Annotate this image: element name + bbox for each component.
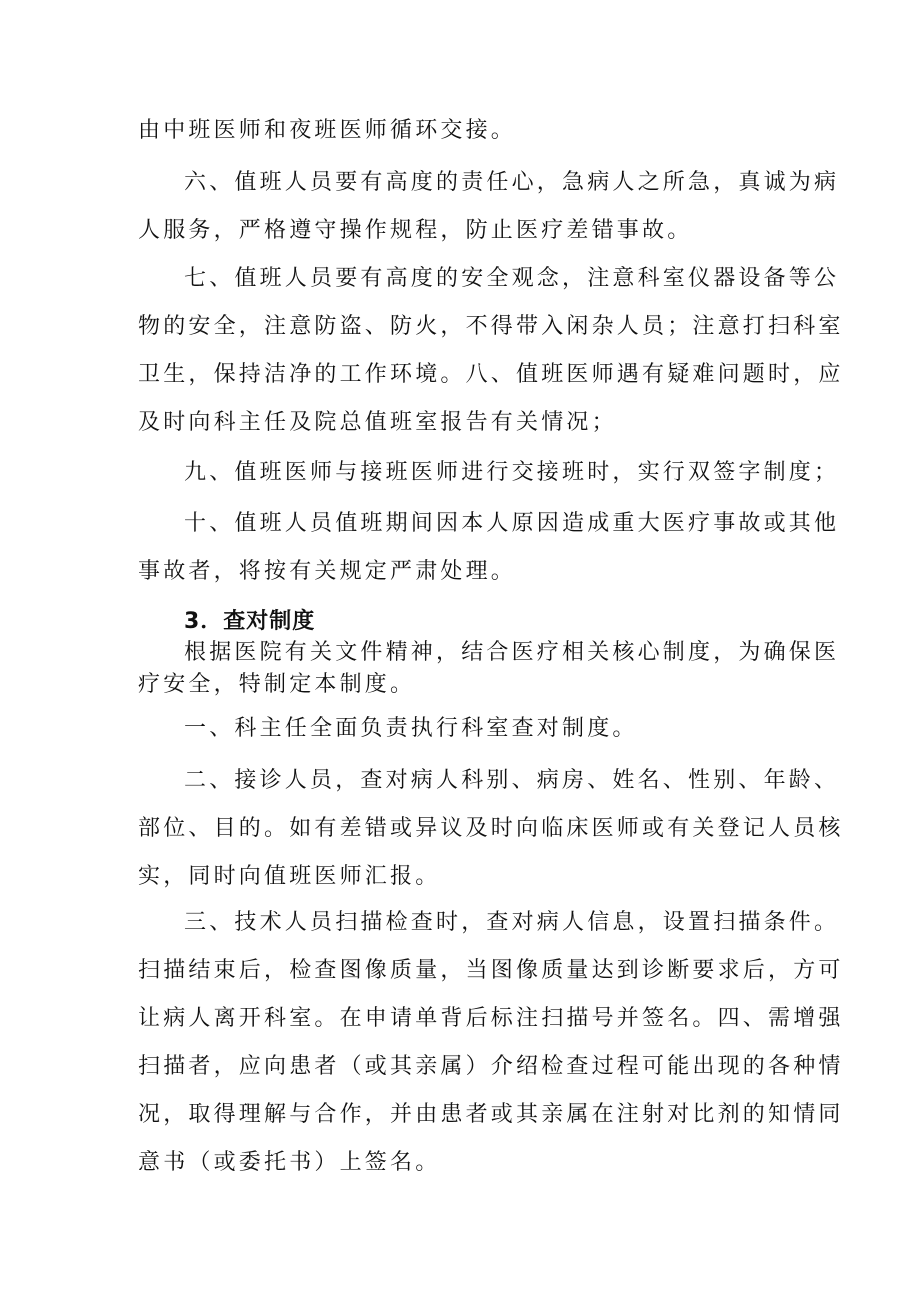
- text-line: 六、值班人员要有高度的责任心，急病人之所急，真诚为病: [184, 170, 840, 195]
- text-line: 部位、目的。如有差错或异议及时向临床医师或有关登记人员核: [138, 816, 844, 841]
- text-line: 三、技术人员扫描检查时，查对病人信息，设置扫描条件。: [184, 910, 840, 935]
- text-line: 一、科主任全面负责执行科室查对制度。: [184, 716, 638, 741]
- text-line: 疗安全，特制定本制度。: [138, 672, 416, 697]
- text-line: 物的安全，注意防盗、防火，不得带入闲杂人员；注意打扫科室: [138, 314, 844, 339]
- text-line: 实，同时向值班医师汇报。: [138, 864, 441, 889]
- text-line: 况，取得理解与合作，并由患者或其亲属在注射对比剂的知情同: [138, 1102, 844, 1127]
- text-line: 十、值班人员值班期间因本人原因造成重大医疗事故或其他: [184, 511, 840, 536]
- text-line: 及时向科主任及院总值班室报告有关情况；: [138, 410, 617, 435]
- text-line: 九、值班医师与接班医师进行交接班时，实行双签字制度；: [184, 460, 840, 485]
- text-line: 让病人离开科室。在申请单背后标注扫描号并签名。四、需增强: [138, 1006, 844, 1031]
- text-line: 根据医院有关文件精神，结合医疗相关核心制度，为确保医: [184, 640, 840, 665]
- text-line: 事故者，将按有关规定严肃处理。: [138, 559, 517, 584]
- text-line: 意书（或委托书）上签名。: [138, 1150, 441, 1175]
- text-line: 扫描结束后，检查图像质量，当图像质量达到诊断要求后，方可: [138, 958, 844, 983]
- text-line: 七、值班人员要有高度的安全观念，注意科室仪器设备等公: [184, 266, 840, 291]
- text-line: 由中班医师和夜班医师循环交接。: [138, 118, 517, 143]
- text-line: 二、接诊人员，查对病人科别、病房、姓名、性别、年龄、: [184, 768, 840, 793]
- text-line: 人服务，严格遵守操作规程，防止医疗差错事故。: [138, 218, 693, 243]
- text-line: 卫生，保持洁净的工作环境。八、值班医师遇有疑难问题时，应: [138, 362, 844, 387]
- text-line: 扫描者，应向患者（或其亲属）介绍检查过程可能出现的各种情: [138, 1054, 844, 1079]
- section-heading: 3．查对制度: [184, 609, 316, 634]
